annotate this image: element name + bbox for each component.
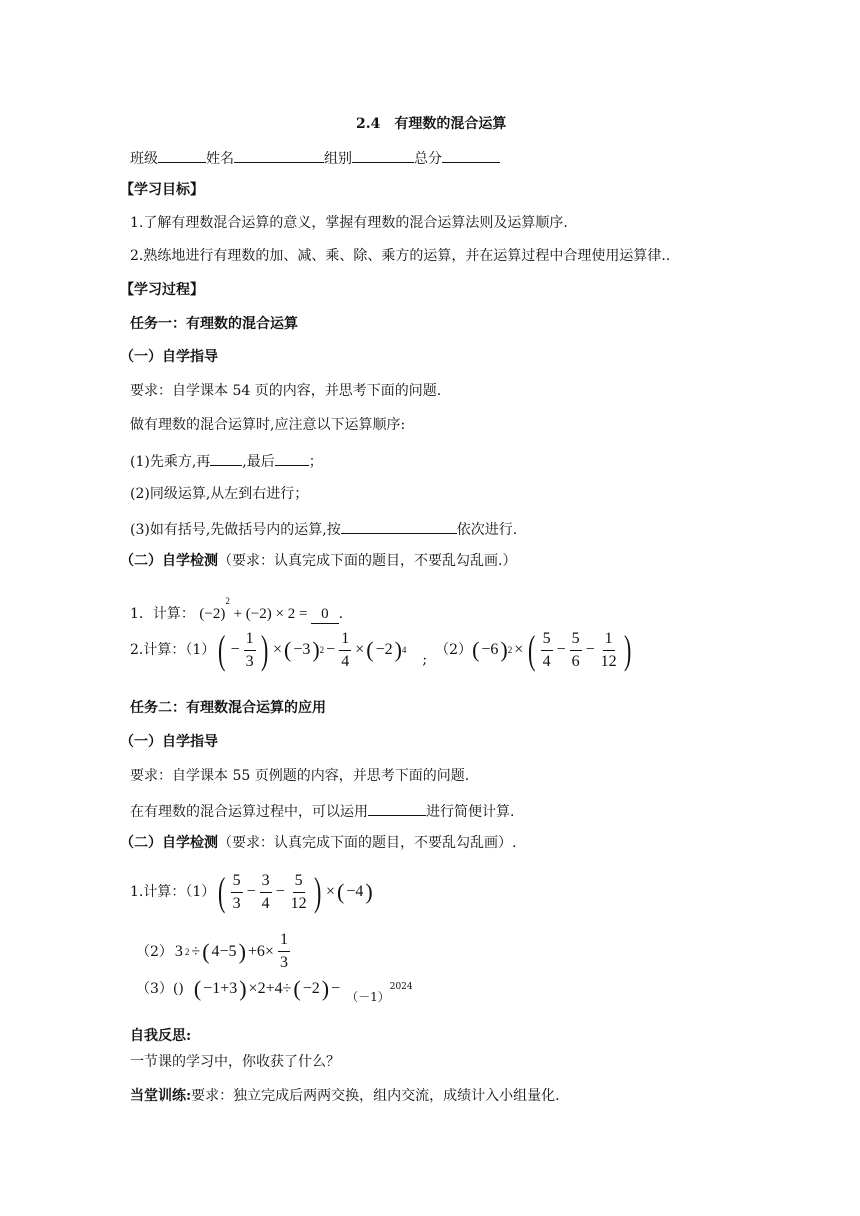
t1-q2-expression-2: ( −6 ) 2 × ( $\frac{5}{4}$ − $\frac{5}{6}$ − $\frac{1}{12}$ ): [472, 627, 632, 672]
t1-q2-label: 2.计算：（1）: [130, 642, 216, 658]
task2-check-heading: （二）自学检测: [120, 835, 218, 851]
practice-heading: 当堂训练:: [130, 1088, 192, 1104]
task2-check-note: （要求：认真完成下面的题目，不要乱勾乱画）.: [218, 835, 517, 851]
t1-q1-answer: 0: [311, 605, 339, 624]
name-label: 姓名: [206, 151, 234, 167]
goals-heading: 【学习目标】: [120, 182, 204, 198]
order1-text-c: ；: [308, 454, 323, 470]
task2-check-line: [120, 834, 516, 852]
reflection-heading: 自我反思:: [130, 1028, 192, 1044]
t2-q3-exponent: 2024: [389, 982, 413, 992]
task2-use-blank[interactable]: [368, 801, 426, 816]
practice-text: 要求：独立完成后两两交换，组内交流，成绩计入小组量化.: [191, 1088, 560, 1104]
student-info-line: [130, 148, 500, 168]
t1-q1-end: .: [338, 606, 344, 622]
task1-self-study-heading: （一）自学指导: [120, 349, 218, 365]
task1-question-2: [130, 628, 634, 672]
class-label: 班级: [130, 151, 158, 167]
t2-q3-expression: ( −1+3 ) ×2+4÷ ( −2 ) −: [193, 976, 341, 1001]
t2-q1-expression: ( $\frac{5}{3}$ − $\frac{3}{4}$ − $\frac{5}{12}$ ) × ( −4 ): [218, 869, 373, 914]
t2-q2-label: （2）: [136, 943, 173, 960]
task2-requirement: 要求：自学课本 55 页例题的内容，并思考下面的问题.: [130, 768, 470, 784]
task2-self-study-heading: （一）自学指导: [120, 734, 218, 750]
t1-q1-label: 1．计算：: [130, 606, 195, 622]
task1-check-line: [120, 552, 516, 570]
order-rule-2: (2)同级运算,从左到右进行；: [130, 486, 309, 502]
t2-q2-expression: 3 2 ÷ ( 4−5 ) +6× $\frac{1}{3}$: [174, 931, 288, 971]
order3-text-a: (3)如有括号,先做括号内的运算,按: [130, 522, 341, 538]
order-rule-3: [130, 519, 517, 539]
t1-q2-expression-1: ( − $\frac{1}{3}$ ) × ( −3 ) 2 − $\frac{1}{4}$ × ( −2 ) 4: [218, 627, 407, 672]
task2-use-line: [130, 801, 514, 821]
t1-q1-expression: $(-2)^2 + (-2) \times 2$ =: [199, 596, 312, 622]
t2-q3-tail: （－1）: [346, 990, 390, 1004]
task1-question-1: [130, 592, 343, 624]
order3-text-b: 依次进行.: [456, 522, 518, 538]
task1-check-heading: （二）自学检测: [120, 553, 218, 569]
task2-use-text-a: 在有理数的混合运算过程中，可以运用: [130, 804, 368, 820]
task2-use-text-b: 进行简便计算.: [426, 804, 515, 820]
order1-text-b: ,最后: [242, 454, 275, 470]
reflection-question: 一节课的学习中，你收获了什么？: [130, 1054, 340, 1070]
order1-text-a: (1)先乘方,再: [130, 454, 211, 470]
t2-q3-label: （3）(): [136, 981, 184, 997]
order-rule-1: [130, 451, 323, 471]
page-title: 2.4 有理数的混合运算: [356, 116, 507, 132]
group-blank[interactable]: [352, 148, 414, 163]
task1-check-note: （要求：认真完成下面的题目，不要乱勾乱画.）: [218, 553, 517, 569]
t1-q2-separator: ;: [422, 652, 428, 668]
t1-q2-part2-label: （2）: [435, 642, 473, 658]
task2-question-2: [136, 930, 292, 973]
order-intro: 做有理数的混合运算时,应注意以下运算顺序:: [130, 417, 406, 433]
goal-item-1: 1.了解有理数混合运算的意义，掌握有理数的混合运算法则及运算顺序.: [130, 215, 568, 231]
group-label: 组别: [324, 151, 352, 167]
practice-line: [130, 1087, 560, 1105]
t2-q1-label: 1.计算：（1）: [130, 884, 216, 900]
score-label: 总分: [414, 151, 442, 167]
order1-blank-1[interactable]: [210, 451, 242, 466]
goal-item-2: 2.熟练地进行有理数的加、减、乘、除、乘方的运算，并在运算过程中合理使用运算律..: [130, 248, 671, 264]
process-heading: 【学习过程】: [120, 282, 204, 298]
task2-question-3: [136, 976, 413, 1004]
task1-requirement: 要求：自学课本 54 页的内容，并思考下面的问题.: [130, 383, 442, 399]
task2-title: 任务二：有理数混合运算的应用: [130, 700, 326, 716]
class-blank[interactable]: [158, 148, 206, 163]
task1-title: 任务一：有理数的混合运算: [130, 316, 298, 332]
task2-question-1: [130, 870, 373, 914]
name-blank[interactable]: [234, 148, 324, 163]
order3-blank[interactable]: [341, 519, 457, 534]
order1-blank-2[interactable]: [275, 451, 309, 466]
score-blank[interactable]: [442, 148, 500, 163]
